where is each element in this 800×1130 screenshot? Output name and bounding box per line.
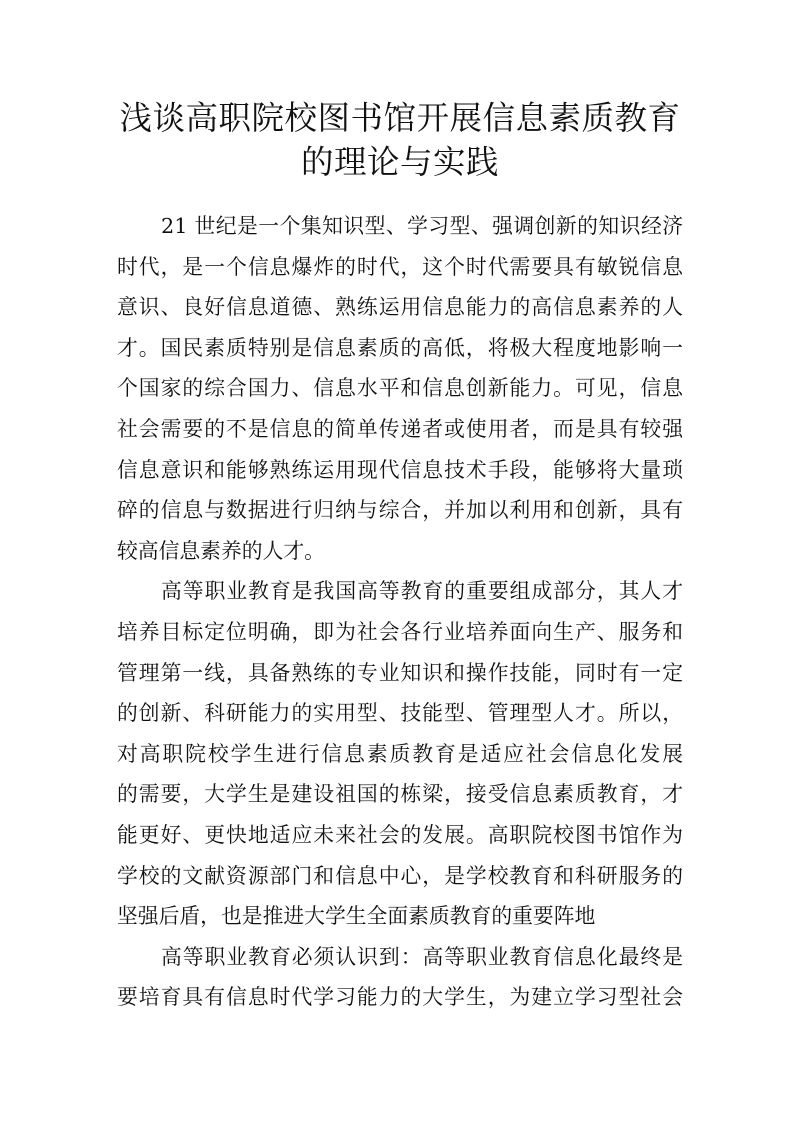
- paragraph-line: 碎的信息与数据进行归纳与综合，并加以利用和创新，具有: [117, 498, 683, 523]
- paragraph-1: [117, 206, 683, 571]
- title-line: 的理论与实践: [300, 143, 499, 181]
- paragraph-line: 坚强后盾，也是推进大学生全面素质教育的重要阵地: [117, 904, 596, 929]
- paragraph-line: 培养目标定位明确，即为社会各行业培养面向生产、服务和: [117, 619, 683, 644]
- paragraph-line: 时代，是一个信息爆炸的时代，这个时代需要具有敏锐信息: [117, 254, 683, 279]
- paragraph-line: 要培育具有信息时代学习能力的大学生，为建立学习型社会: [117, 985, 683, 1010]
- paragraph-line: 高等职业教育必须认识到：高等职业教育信息化最终是: [161, 944, 683, 969]
- paragraph-line: 的创新、科研能力的实用型、技能型、管理型人才。所以，: [117, 701, 683, 726]
- document-title: [117, 96, 683, 184]
- paragraph-line: 才。国民素质特别是信息素质的高低，将极大程度地影响一: [117, 335, 683, 360]
- paragraph-line: 社会需要的不是信息的简单传递者或使用者，而是具有较强: [117, 416, 683, 441]
- paragraph-line: 学校的文献资源部门和信息中心，是学校教育和科研服务的: [117, 863, 683, 888]
- paragraph-line: 意识、良好信息道德、熟练运用信息能力的高信息素养的人: [117, 295, 683, 320]
- paragraph-line: 对高职院校学生进行信息素质教育是适应社会信息化发展: [117, 741, 683, 766]
- paragraph-3: [117, 937, 683, 1018]
- paragraph-line: 高等职业教育是我国高等教育的重要组成部分，其人才: [161, 579, 683, 604]
- title-line: 浅谈高职院校图书馆开展信息素质教育: [119, 99, 681, 137]
- paragraph-line: 管理第一线，具备熟练的专业知识和操作技能，同时有一定: [117, 660, 683, 685]
- paragraph-line: 个国家的综合国力、信息水平和信息创新能力。可见，信息: [117, 376, 683, 401]
- paragraph-2: [117, 571, 683, 936]
- paragraph-line: 21 世纪是一个集知识型、学习型、强调创新的知识经济: [161, 214, 683, 238]
- document-body: [117, 206, 683, 1018]
- paragraph-line: 信息意识和能够熟练运用现代信息技术手段，能够将大量琐: [117, 457, 683, 482]
- paragraph-line: 能更好、更快地适应未来社会的发展。高职院校图书馆作为: [117, 822, 683, 847]
- paragraph-line: 较高信息素养的人才。: [117, 538, 325, 563]
- paragraph-line: 的需要，大学生是建设祖国的栋梁，接受信息素质教育，才: [117, 782, 683, 807]
